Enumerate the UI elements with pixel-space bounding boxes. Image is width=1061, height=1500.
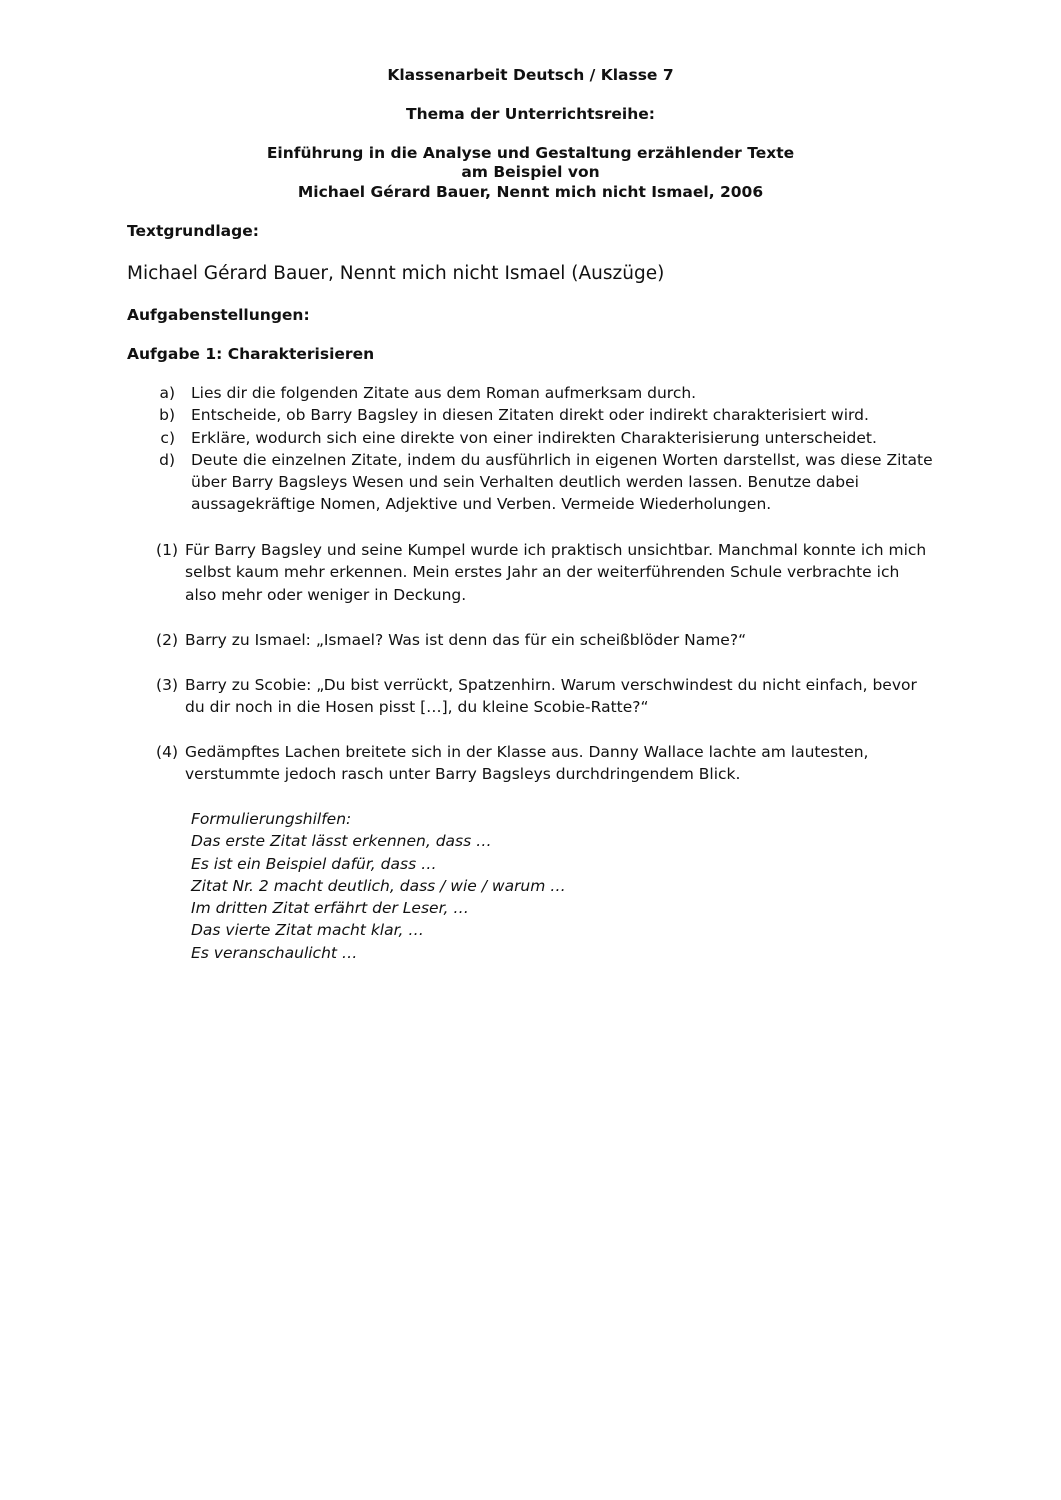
theme-label: Thema der Unterrichtsreihe: bbox=[406, 105, 655, 123]
quote-item-3 bbox=[150, 674, 930, 719]
subtask-text: Entscheide, ob Barry Bagsley in diesen Zitaten direkt oder indirekt charakterisiert wird. bbox=[191, 406, 869, 425]
subtask-marker: b) bbox=[159, 406, 175, 425]
quote-marker: (2) bbox=[156, 631, 178, 649]
quote-text: Barry zu Scobie: „Du bist verrückt, Spatzenhirn. Warum verschwindest du nicht einfach, bevor du dir noch in die Hosen pisst […], du kleine Scobie-Ratte?“ bbox=[185, 676, 917, 717]
quote-item-2 bbox=[150, 629, 930, 651]
textbasis-label: Textgrundlage: bbox=[127, 222, 259, 240]
subtask-marker: c) bbox=[160, 428, 175, 447]
hint-line: Im dritten Zitat erfährt der Leser, … bbox=[191, 899, 469, 918]
quote-item-1 bbox=[150, 539, 930, 606]
quote-marker: (4) bbox=[156, 743, 178, 761]
hint-line: Es veranschaulicht … bbox=[191, 943, 358, 962]
quote-text: Für Barry Bagsley und seine Kumpel wurde ich praktisch unsichtbar. Manchmal konnte ich mich selbst kaum mehr erkennen. Mein erstes Jahr an der weiterführenden Schule verbrachte ich also mehr oder weniger in Deckung. bbox=[185, 541, 927, 604]
quote-marker: (3) bbox=[156, 676, 178, 694]
theme-line-1: Einführung in die Analyse und Gestaltung erzählender Texte bbox=[266, 144, 795, 162]
subtask-text: Erkläre, wodurch sich eine direkte von einer indirekten Charakterisierung unterscheidet. bbox=[191, 428, 877, 447]
theme-line-2: am Beispiel von bbox=[461, 163, 600, 181]
subtask-item bbox=[150, 427, 940, 449]
textbasis-text: Michael Gérard Bauer, Nennt mich nicht Ismael (Auszüge) bbox=[127, 263, 665, 284]
hint-line: Das vierte Zitat macht klar, … bbox=[191, 921, 424, 940]
subtask-item bbox=[150, 404, 940, 426]
quote-item-4 bbox=[150, 741, 930, 786]
quote-text: Barry zu Ismael: „Ismael? Was ist denn das für ein scheißblöder Name?“ bbox=[185, 631, 747, 649]
tasks-label: Aufgabenstellungen: bbox=[127, 306, 310, 324]
task1-title: Aufgabe 1: Charakterisieren bbox=[127, 345, 375, 363]
subtask-item bbox=[150, 382, 940, 404]
subtask-text: Deute die einzelnen Zitate, indem du ausführlich in eigenen Worten darstellst, was diese Zitate über Barry Bagsleys Wesen und sein Verhalten deutlich werden lassen. Benutze dabei aussagekräftige Nomen, Adjektive und Verben. Vermeide Wiederholungen. bbox=[191, 450, 933, 514]
quote-marker: (1) bbox=[156, 541, 178, 559]
quote-text: Gedämpftes Lachen breitete sich in der Klasse aus. Danny Wallace lachte am lautesten, verstummte jedoch rasch unter Barry Bagsleys durchdringendem Blick. bbox=[185, 743, 869, 784]
subtask-item bbox=[150, 449, 940, 516]
hint-line: Es ist ein Beispiel dafür, dass … bbox=[191, 854, 437, 873]
subtask-text: Lies dir die folgenden Zitate aus dem Roman aufmerksam durch. bbox=[191, 384, 697, 402]
hint-line: Das erste Zitat lässt erkennen, dass … bbox=[191, 832, 492, 851]
phrasing-hints bbox=[191, 808, 566, 964]
subtask-marker: a) bbox=[159, 384, 175, 402]
subtask-list bbox=[150, 382, 940, 516]
hints-title: Formulierungshilfen: bbox=[191, 810, 352, 828]
theme-line-3: Michael Gérard Bauer, Nennt mich nicht Ismael, 2006 bbox=[297, 183, 764, 201]
document-title: Klassenarbeit Deutsch / Klasse 7 bbox=[387, 66, 674, 84]
subtask-marker: d) bbox=[159, 450, 175, 469]
hint-line: Zitat Nr. 2 macht deutlich, dass / wie / warum … bbox=[191, 876, 566, 895]
